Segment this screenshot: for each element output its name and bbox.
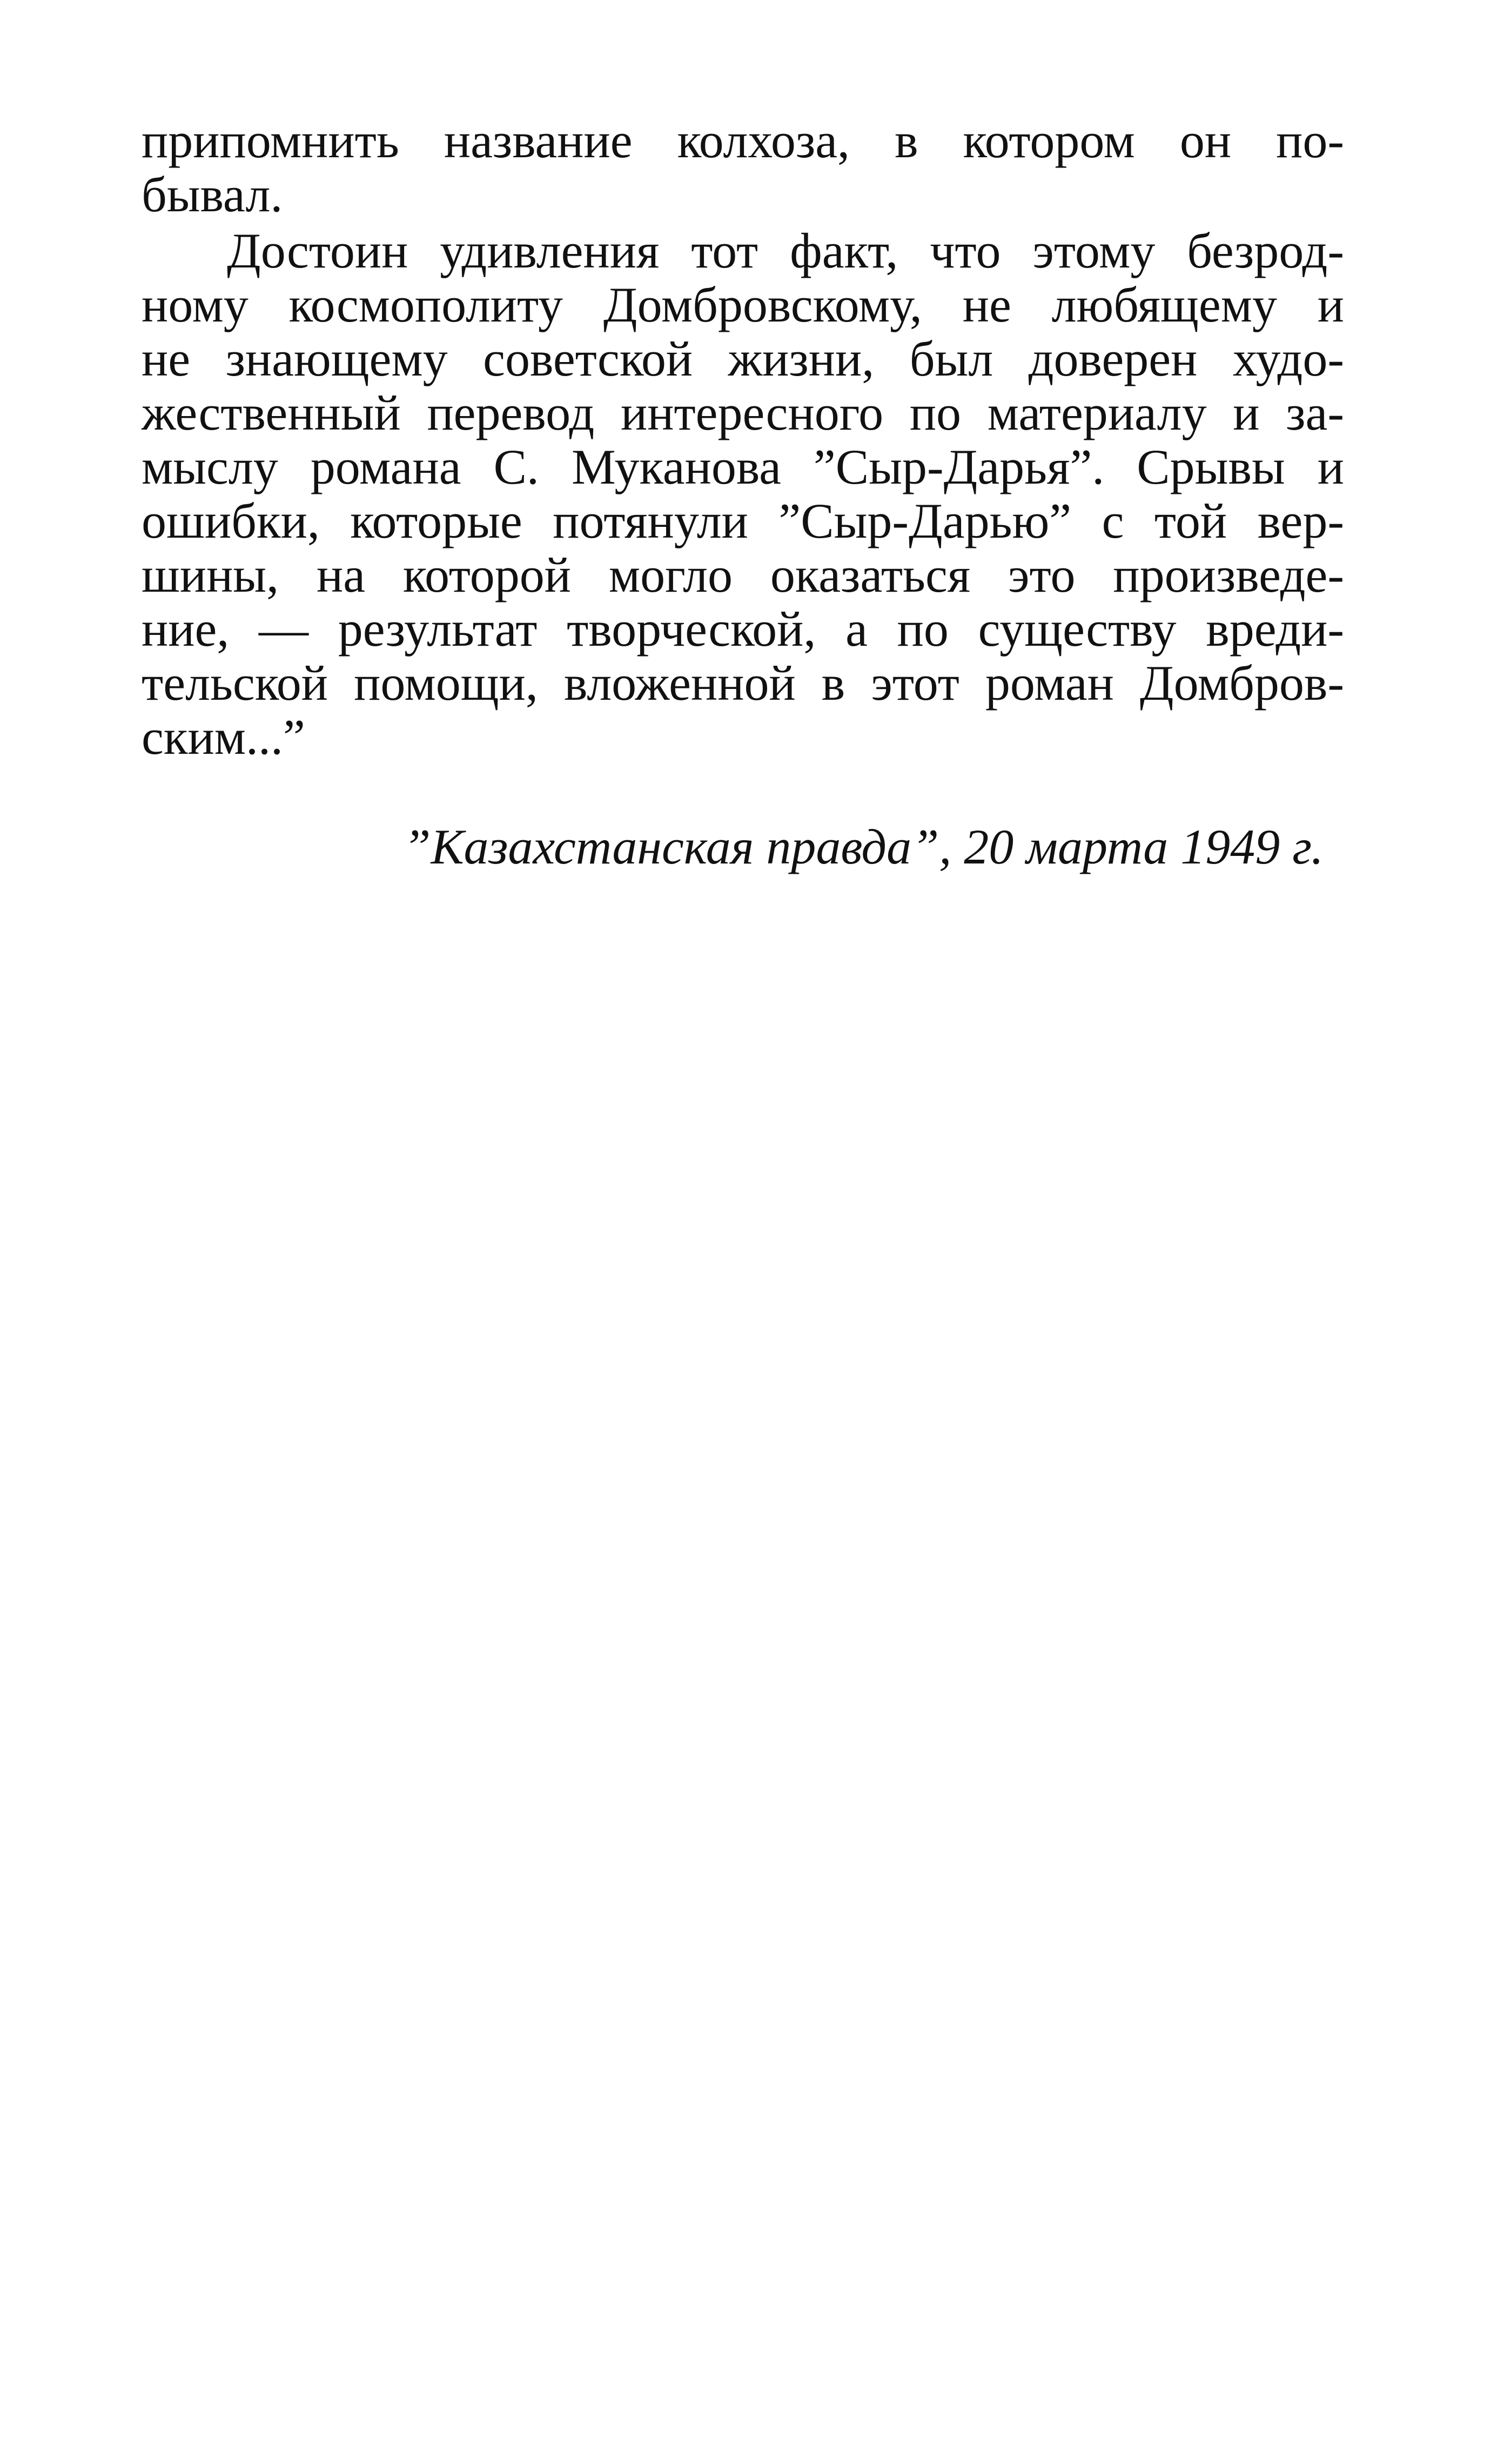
text-line: ским...” [142,709,305,765]
text-line: жественный перевод интересного по материалу и за- [142,385,1344,440]
text-line: тельской помощи, вложенной в этот роман Домбров- [142,655,1344,711]
text-line: ошибки, которые потянули ”Сыр-Дарью” с той вер- [142,493,1344,548]
text-line: шины, на которой могло оказаться это произведе- [142,547,1344,602]
text-line: ние, — результат творческой, а по существу вреди- [142,601,1344,657]
source-citation: ”Казахстанская правда”, 20 марта 1949 г. [403,819,1324,874]
text-line: не знающему советской жизни, был доверен худо- [142,331,1344,386]
text-line: ному космополиту Домбровскому, не любящему и [142,277,1344,332]
text-line: бывал. [142,167,283,222]
body-text [142,113,1344,764]
text-line: мыслу романа С. Муканова ”Сыр-Дарья”. Срывы и [142,439,1344,494]
text-line: припомнить название колхоза, в котором он по- [142,113,1344,168]
text-line: Достоин удивления тот факт, что этому безрод- [227,223,1344,278]
